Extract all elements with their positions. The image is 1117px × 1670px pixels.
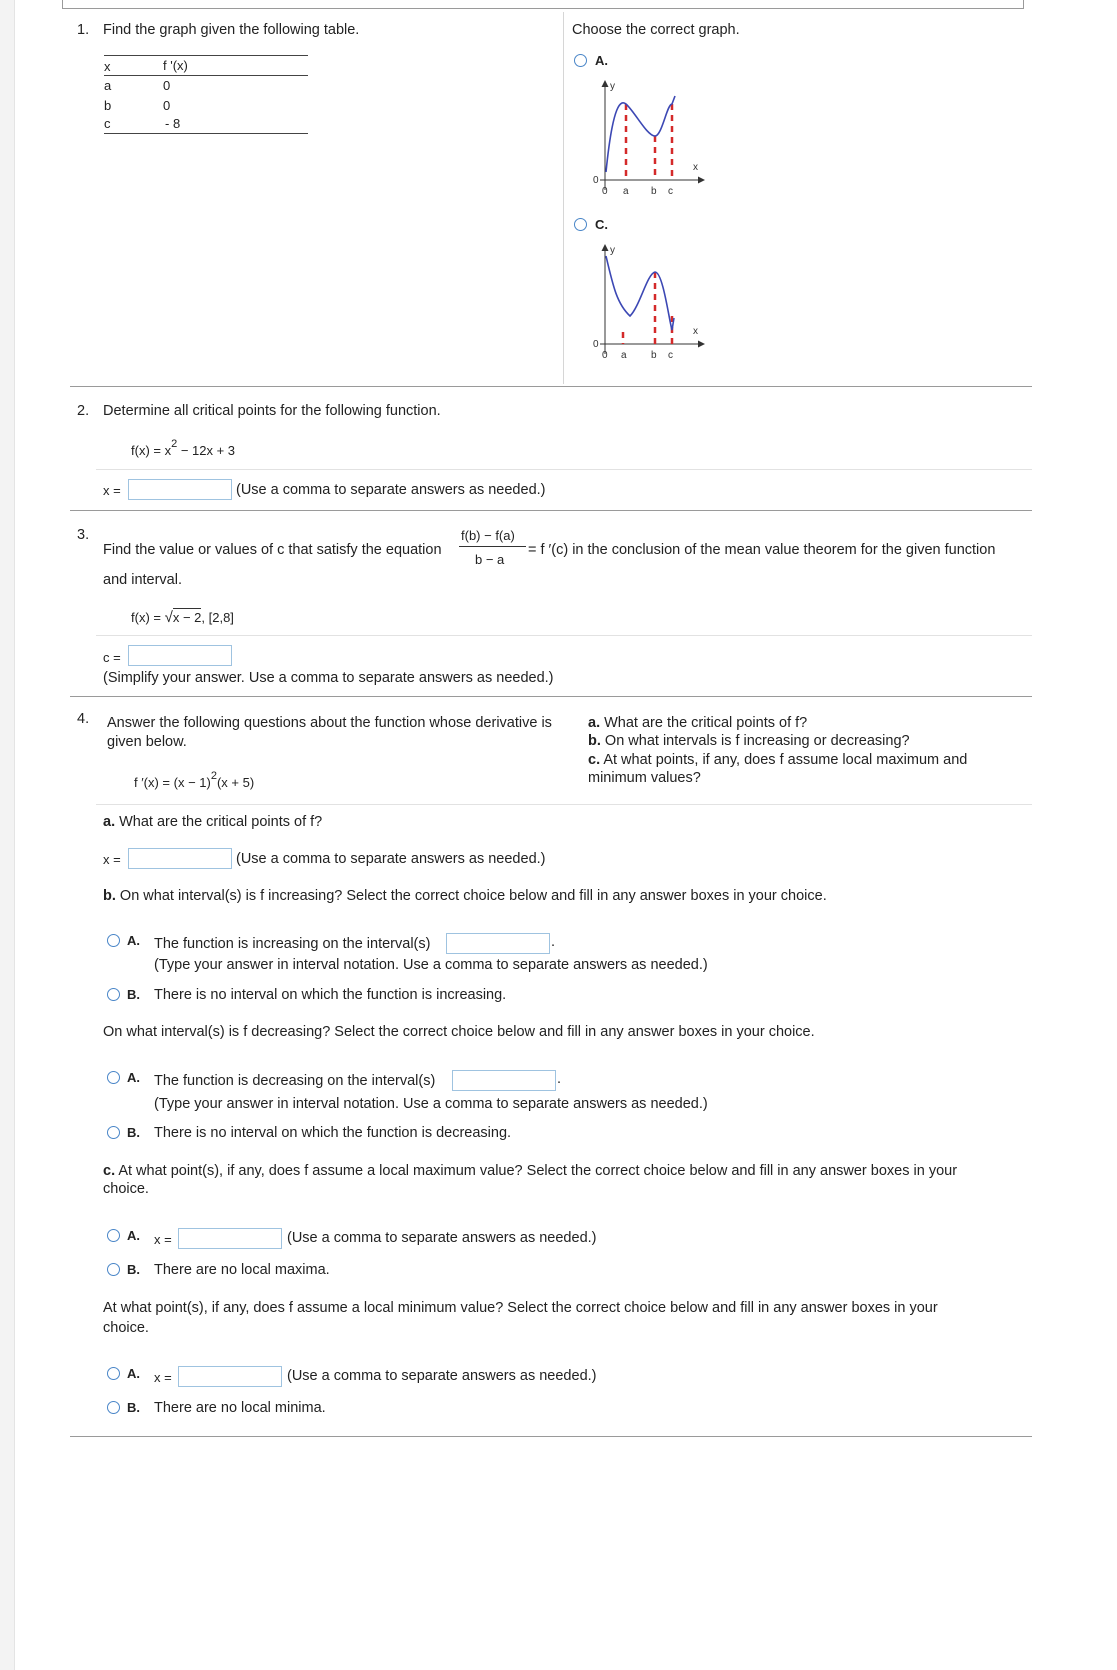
x-tick-c: c: [668, 186, 673, 197]
q4b-inc-option-b-radio[interactable]: [107, 988, 120, 1001]
sub-divider: [96, 635, 1032, 636]
q4-intro-line1: Answer the following questions about the function whose derivative is: [107, 715, 552, 731]
section-divider: [70, 510, 1032, 511]
table-top-rule: [104, 55, 308, 56]
table-cell-x: b: [104, 98, 112, 113]
x-tick-a: a: [621, 350, 627, 361]
q3-fraction-bar: [459, 546, 526, 547]
q4c-min-option-a-hint: (Use a comma to separate answers as needed.): [287, 1368, 597, 1384]
q3-prompt-start: Find the value or values of c that satisfy the equation: [103, 542, 442, 558]
q3-function-lhs: f(x) =: [131, 610, 161, 625]
q4-side-a: a. What are the critical points of f?: [588, 715, 808, 731]
q4c-max-option-a-hint: (Use a comma to separate answers as needed.): [287, 1230, 597, 1246]
q4a-answer-label: x =: [103, 852, 121, 867]
q4c-min-prompt-continued: choice.: [103, 1320, 149, 1336]
q2-prompt: Determine all critical points for the following function.: [103, 403, 441, 419]
q3-number: 3.: [77, 527, 90, 543]
q4c-min-option-a-radio[interactable]: [107, 1367, 120, 1380]
table-cell-value: 0: [163, 98, 171, 113]
q3-prompt-continued: and interval.: [103, 572, 182, 588]
section-divider: [70, 386, 1032, 387]
q4c-min-option-a-label: A.: [127, 1366, 140, 1381]
q2-answer-label: x =: [103, 483, 121, 498]
q4b-dec-option-b-text: There is no interval on which the function is decreasing.: [154, 1125, 512, 1141]
graph-option-a: [585, 72, 715, 200]
q1-prompt: Find the graph given the following table.: [103, 22, 360, 38]
table-cell-value: 0: [163, 78, 171, 93]
table-cell-x: c: [104, 116, 111, 131]
q4b-decreasing-prompt: On what interval(s) is f decreasing? Select the correct choice below and fill in any answer boxes in your choice.: [103, 1024, 815, 1040]
q4b-dec-option-a-label: A.: [127, 1070, 140, 1085]
table-bottom-rule: [104, 133, 308, 134]
q4b-dec-option-a-period: .: [557, 1071, 562, 1087]
q4b-inc-option-a-radio[interactable]: [107, 934, 120, 947]
q3-answer-label: c =: [103, 650, 121, 665]
q2-number: 2.: [77, 403, 90, 419]
q1-number: 1.: [77, 22, 90, 38]
q4b-inc-option-b-text: There is no interval on which the function is increasing.: [154, 987, 507, 1003]
q3-fraction-numerator: f(b) − f(a): [461, 528, 515, 543]
section-divider: [70, 696, 1032, 697]
q4c-max-x-label: x =: [154, 1232, 172, 1247]
q4c-max-option-b-radio[interactable]: [107, 1263, 120, 1276]
graph-option-c: [585, 236, 715, 364]
q3-function: [131, 609, 234, 626]
sub-divider: [96, 804, 1032, 805]
table-cell-value: - 8: [165, 116, 181, 131]
y-axis-label: y: [610, 81, 615, 92]
q4-side-c: c. At what points, if any, does f assume local maximum and: [588, 752, 968, 768]
table-header-x: x: [104, 59, 111, 74]
x-axis-label: x: [693, 326, 698, 337]
q4b-dec-option-a-text: The function is decreasing on the interval(s): [154, 1073, 436, 1089]
q4c-min-option-b-label: B.: [127, 1400, 140, 1415]
x-tick-c: c: [668, 350, 673, 361]
option-a-label: A.: [595, 53, 608, 68]
q4b-increasing-interval-input[interactable]: [446, 933, 550, 954]
header-box: [62, 0, 1024, 9]
q3-interval: , [2,8]: [201, 610, 234, 625]
q4b-inc-option-a-period: .: [551, 934, 556, 950]
q2-function-base: f(x) = x: [131, 443, 172, 458]
q4-derivative-exponent: 2: [210, 770, 217, 782]
table-header-rule: [104, 75, 308, 76]
q4b-inc-option-b-label: B.: [127, 987, 140, 1002]
origin-label: 0: [593, 175, 599, 186]
option-c-radio[interactable]: [574, 218, 587, 231]
x-tick-zero: 0: [602, 350, 608, 361]
x-tick-b: b: [651, 186, 657, 197]
option-a-radio[interactable]: [574, 54, 587, 67]
q4-side-b: b. On what intervals is f increasing or decreasing?: [588, 733, 910, 749]
q4-intro-line2: given below.: [107, 734, 187, 750]
q2-function-exponent: 2: [171, 438, 178, 450]
q4b-decreasing-interval-input[interactable]: [452, 1070, 556, 1091]
q4c-min-answer-input[interactable]: [178, 1366, 282, 1387]
q2-function-rest: − 12x + 3: [177, 443, 236, 458]
q4c-min-option-b-radio[interactable]: [107, 1401, 120, 1414]
q3-answer-input[interactable]: [128, 645, 232, 666]
q4c-min-x-label: x =: [154, 1370, 172, 1385]
x-tick-zero: 0: [602, 186, 608, 197]
q4c-min-option-b-text: There are no local minima.: [154, 1400, 326, 1416]
q4-number: 4.: [77, 711, 90, 727]
q4b-dec-option-a-radio[interactable]: [107, 1071, 120, 1084]
q2-answer-input[interactable]: [128, 479, 232, 500]
q4a-prompt: a. What are the critical points of f?: [103, 814, 323, 830]
option-c-label: C.: [595, 217, 608, 232]
q3-prompt-end: = f ′(c) in the conclusion of the mean value theorem for the given function: [528, 542, 996, 558]
q4b-inc-option-a-hint: (Type your answer in interval notation. Use a comma to separate answers as needed.): [154, 957, 708, 973]
q4c-max-option-b-label: B.: [127, 1262, 140, 1277]
table-cell-x: a: [104, 78, 112, 93]
q4b-dec-option-b-label: B.: [127, 1125, 140, 1140]
y-axis-label: y: [610, 245, 615, 256]
q4c-max-option-a-label: A.: [127, 1228, 140, 1243]
q4b-inc-option-a-label: A.: [127, 933, 140, 948]
table-header-fprime: f '(x): [163, 58, 188, 73]
q4c-max-option-b-text: There are no local maxima.: [154, 1262, 330, 1278]
q3-fraction-denominator: b − a: [475, 552, 505, 567]
section-divider: [70, 1436, 1032, 1437]
q4b-prompt: b. On what interval(s) is f increasing? Select the correct choice below and fill in any answer boxes in your choice.: [103, 888, 827, 904]
q2-function: [131, 438, 236, 458]
q4c-min-prompt: At what point(s), if any, does f assume a local minimum value? Select the correct choice below and fill in any answer boxes in your: [103, 1300, 938, 1316]
q4b-dec-option-b-radio[interactable]: [107, 1126, 120, 1139]
q4a-answer-hint: (Use a comma to separate answers as needed.): [236, 851, 546, 867]
q3-answer-hint: (Simplify your answer. Use a comma to separate answers as needed.): [103, 670, 554, 686]
q1-column-divider: [563, 12, 564, 384]
q4-derivative-base: f ′(x) = (x − 1): [134, 775, 211, 790]
origin-label: 0: [593, 339, 599, 350]
q4c-max-prompt: c. At what point(s), if any, does f assume a local maximum value? Select the correct choice below and fill in any answer boxes in your: [103, 1163, 958, 1179]
q4b-dec-option-a-hint: (Type your answer in interval notation. Use a comma to separate answers as needed.): [154, 1096, 708, 1112]
x-tick-b: b: [651, 350, 657, 361]
q4b-inc-option-a-text: The function is increasing on the interval(s): [154, 936, 431, 952]
q3-radicand: x − 2: [172, 610, 202, 625]
q4-side-c-continued: minimum values?: [588, 770, 701, 786]
q2-answer-hint: (Use a comma to separate answers as needed.): [236, 482, 546, 498]
left-margin-bar: [0, 0, 15, 1670]
q4c-max-option-a-radio[interactable]: [107, 1229, 120, 1242]
sqrt-icon: √: [164, 609, 173, 626]
q4c-max-prompt-continued: choice.: [103, 1181, 149, 1197]
x-tick-a: a: [623, 186, 629, 197]
q4a-answer-input[interactable]: [128, 848, 232, 869]
q4c-max-answer-input[interactable]: [178, 1228, 282, 1249]
choose-graph-label: Choose the correct graph.: [572, 22, 740, 38]
q4-derivative: [134, 770, 255, 790]
sub-divider: [96, 469, 1032, 470]
x-axis-label: x: [693, 162, 698, 173]
q4-derivative-rest: (x + 5): [216, 775, 255, 790]
